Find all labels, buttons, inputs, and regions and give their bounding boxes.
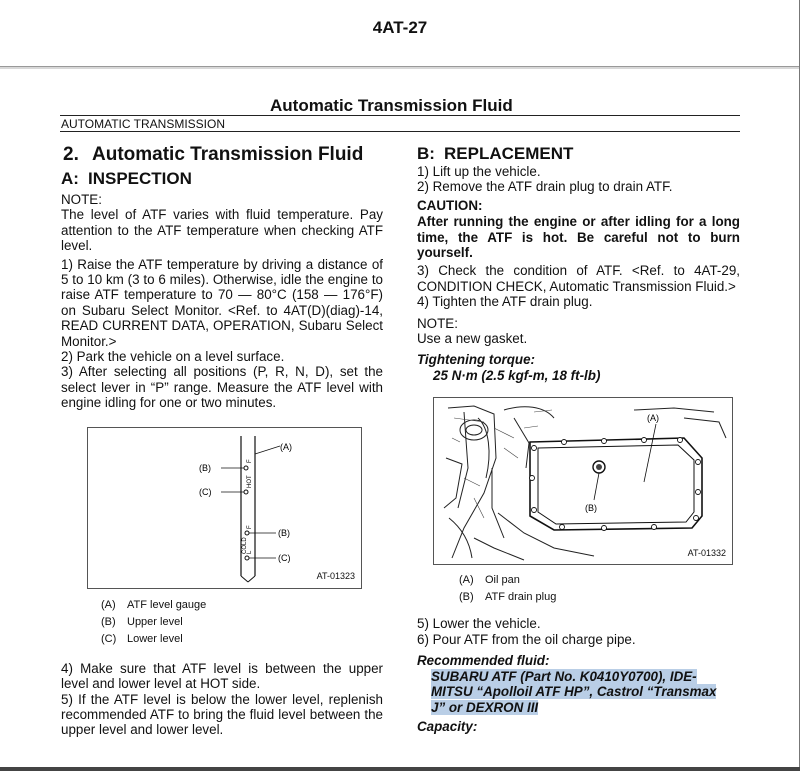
callout-b: (B) [585,503,597,514]
gauge-legend [101,597,383,648]
step-text: 4) Make sure that ATF level is between the upper level and lower level at HOT side. [61,660,383,692]
callout-c-hot: (C) [199,486,212,497]
callout-b-hot: (B) [199,462,211,473]
legend-key: (B) [459,591,474,604]
main-heading [61,144,383,166]
atf-level-gauge-figure [87,427,362,589]
oil-pan-figure [433,397,733,565]
oil-pan-drawing [434,398,734,566]
step-text: 4) Tighten the ATF drain plug. [417,294,593,310]
header-rule-lower [60,131,740,132]
step-text: 5) Lower the vehicle. [417,616,541,632]
step-text: 5) If the ATF level is below the lower level, replenish recommended ATF to bring the fluid level between the upper level and lower level. [61,691,383,738]
replacement-letter: B: [417,144,435,163]
caution-text: After running the engine or after idling for a long time, the ATF is hot. Be careful not to burn yourself. [417,214,740,261]
heading-number: 2. [63,144,79,165]
document-page [0,69,800,771]
legend-row [459,589,740,606]
step-text: 2) Remove the ATF drain plug to drain ATF. [417,179,673,195]
step-text: 2) Park the vehicle on a level surface. [61,349,285,365]
callout-a: (A) [280,441,292,452]
section-title: Automatic Transmission Fluid [270,96,513,115]
caution-label: CAUTION: [417,197,483,213]
highlighted-text[interactable]: MITSU “Apolloil ATF HP”, Castrol “Transmax [431,684,717,700]
callout-a: (A) [647,413,659,424]
legend-key: (A) [101,598,116,611]
recommended-fluid [417,669,740,716]
legend-text: ATF level gauge [127,598,207,611]
callout-c-cold: (C) [278,552,291,563]
legend-text: ATF drain plug [485,591,557,604]
viewer-bottom-border [0,767,800,771]
legend-row [101,614,383,631]
chapter-label: AUTOMATIC TRANSMISSION [61,117,226,131]
capacity-label: Capacity: [417,719,478,735]
pan-legend [459,572,740,606]
replacement-title: REPLACEMENT [444,144,574,163]
step-text: 3) Check the condition of ATF. <Ref. to 4AT-29, CONDITION CHECK, Automatic Transmission Fluid.> [417,263,740,294]
callout-b-cold: (B) [278,527,290,538]
left-column [61,144,383,738]
fluid-label: Recommended fluid: [417,653,550,669]
note-label: NOTE: [417,315,458,331]
legend-text: Lower level [127,632,183,645]
note-text: Use a new gasket. [417,331,528,347]
inspection-title: INSPECTION [88,169,192,188]
replacement-heading [417,144,740,164]
figure-id: AT-01323 [316,571,355,582]
legend-text: Upper level [127,615,183,628]
legend-key: (B) [101,615,116,628]
inspection-heading [61,169,383,189]
step-text: 1) Lift up the vehicle. [417,164,541,179]
legend-row [101,597,383,614]
step-text: 3) After selecting all positions (P, R, N, D), set the select lever in “P” range. Measure the ATF level with engine idling for one or two minutes. [61,364,383,411]
inspection-letter: A: [61,169,79,188]
gauge-cold-mark: COLD [242,537,248,554]
legend-text: Oil pan [485,574,520,587]
gauge-f-hot: F [247,459,253,463]
torque-value: 25 N·m (2.5 kgf-m, 18 ft-lb) [433,367,601,383]
previous-page-bottom [0,0,800,67]
step-text: 1) Raise the ATF temperature by driving a distance of 5 to 10 km (3 to 6 miles). Otherwise, idle the engine to raise ATF temperature to 70 — 80°C (158 — 176°F) on Subaru Select Monitor. <Ref. to 4AT(D)(diag)-14, READ CURRENT DATA, OPERATION, Subaru Select Monitor.> [61,256,383,349]
gauge-hot-mark: HOT [247,475,253,488]
header-rule [60,115,740,116]
legend-row [101,631,383,648]
heading-title: Automatic Transmission Fluid [92,144,364,165]
highlighted-text[interactable]: J” or DEXRON III [431,699,539,715]
legend-key: (A) [459,574,474,587]
page-number: 4AT-27 [372,18,428,37]
figure-id: AT-01332 [687,547,726,558]
highlighted-text[interactable]: SUBARU ATF (Part No. K0410Y0700), IDE- [431,668,697,684]
note-text: The level of ATF varies with fluid temperature. Pay attention to the ATF temperature when checking ATF level. [61,207,383,254]
right-column [417,144,740,735]
torque-label: Tightening torque: [417,352,536,368]
gauge-f-cold: F [247,525,253,529]
step-text: 6) Pour ATF from the oil charge pipe. [417,631,636,647]
oil-pan-outline [530,438,702,530]
level-gauge-drawing [88,428,363,590]
legend-key: (C) [101,632,117,645]
legend-row [459,572,740,589]
gauge-l-cold: L [247,550,253,554]
note-label: NOTE: [61,192,102,207]
